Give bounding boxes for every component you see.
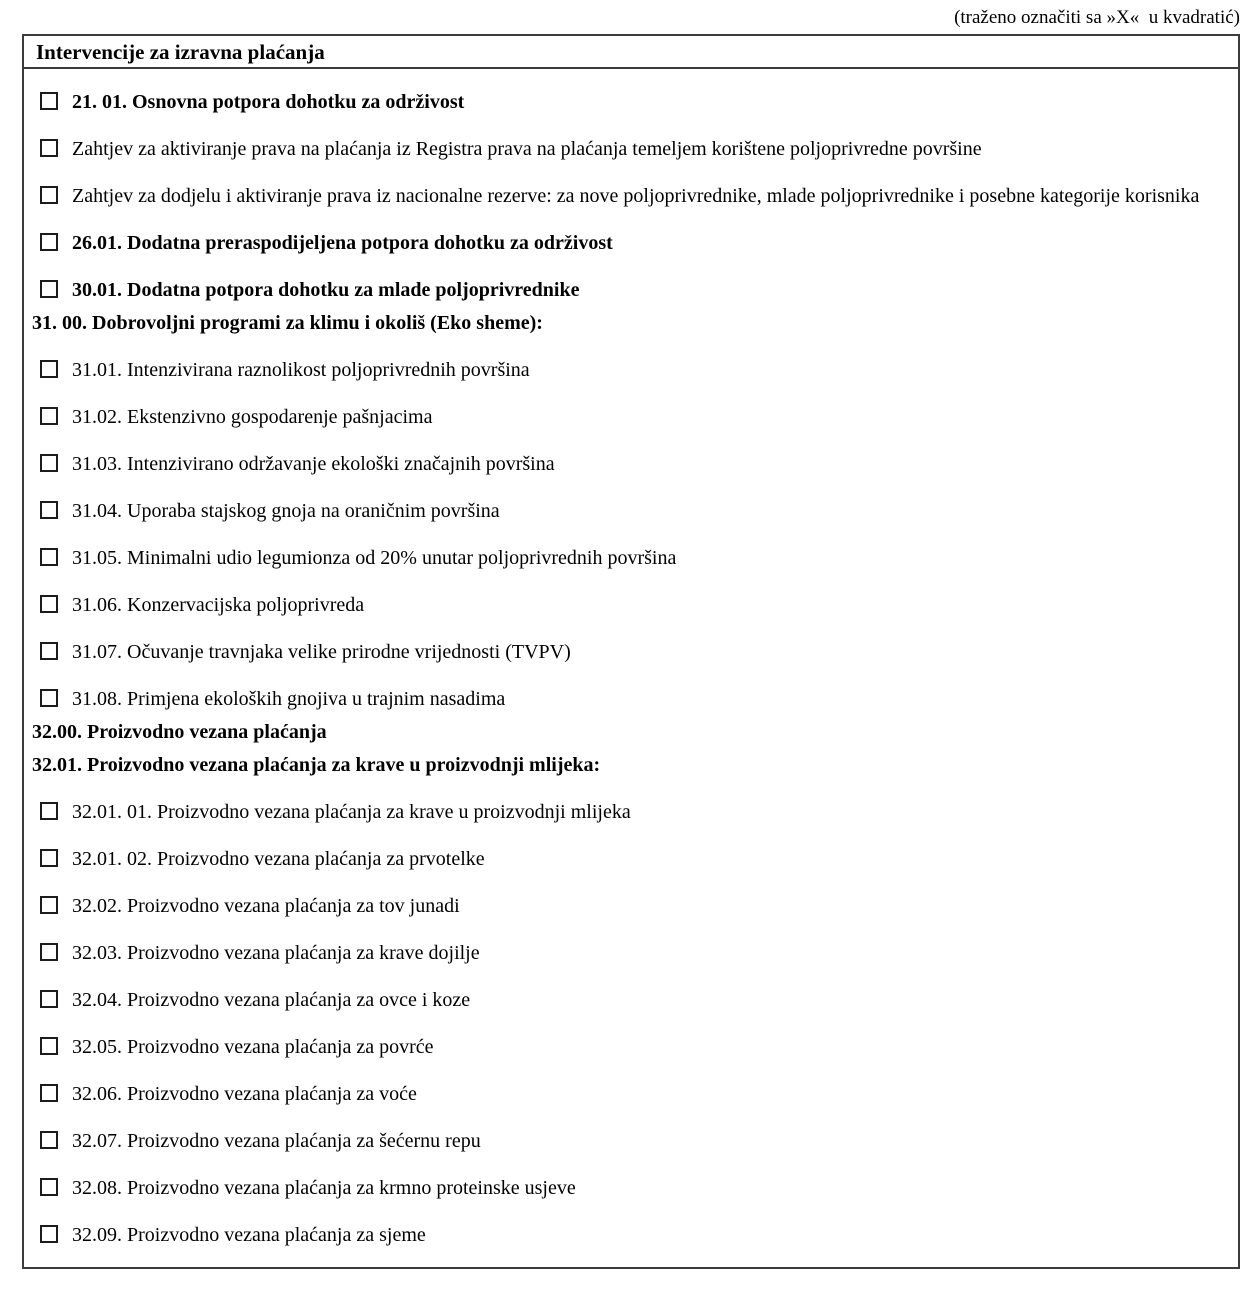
checkbox-item — [30, 275, 1226, 306]
checkbox[interactable] — [40, 280, 58, 298]
checkbox-item — [30, 1220, 1226, 1251]
checkbox[interactable] — [40, 360, 58, 378]
checkbox-item — [30, 1032, 1226, 1063]
checkbox[interactable] — [40, 849, 58, 867]
checkbox-item — [30, 1126, 1226, 1157]
section-heading-label: 32.00. Proizvodno vezana plaćanja — [32, 721, 327, 743]
checkbox-item — [30, 496, 1226, 527]
item-label: 32.06. Proizvodno vezana plaćanja za voće — [72, 1083, 417, 1105]
checkbox[interactable] — [40, 642, 58, 660]
item-label: Zahtjev za dodjelu i aktiviranje prava iz nacionalne rezerve: za nove poljoprivrednike, mlade poljoprivrednike i posebne kategorije korisnika — [72, 185, 1200, 207]
checkbox[interactable] — [40, 139, 58, 157]
item-label: 26.01. Dodatna preraspodijeljena potpora dohotku za održivost — [72, 232, 613, 254]
item-label: 30.01. Dodatna potpora dohotku za mlade poljoprivrednike — [72, 279, 580, 301]
item-label: 32.05. Proizvodno vezana plaćanja za povrće — [72, 1036, 434, 1058]
item-label: 31.05. Minimalni udio legumionza od 20% unutar poljoprivrednih površina — [72, 547, 677, 569]
item-label: 31.06. Konzervacijska poljoprivreda — [72, 594, 365, 616]
form-title: Intervencije za izravna plaćanja — [24, 36, 1238, 69]
checkbox[interactable] — [40, 1131, 58, 1149]
item-label: 32.08. Proizvodno vezana plaćanja za krmno proteinske usjeve — [72, 1177, 576, 1199]
item-label: 32.02. Proizvodno vezana plaćanja za tov junadi — [72, 895, 460, 917]
item-label: Zahtjev za aktiviranje prava na plaćanja iz Registra prava na plaćanja temeljem korištene poljoprivredne površine — [72, 138, 982, 160]
checkbox-item — [30, 938, 1226, 969]
item-label: 31.07. Očuvanje travnjaka velike prirodne vrijednosti (TVPV) — [72, 641, 571, 663]
item-label: 21. 01. Osnovna potpora dohotku za održivost — [72, 91, 465, 113]
checkbox-item — [30, 181, 1226, 212]
checkbox[interactable] — [40, 943, 58, 961]
checkbox[interactable] — [40, 1084, 58, 1102]
checkbox[interactable] — [40, 407, 58, 425]
checkbox-item — [30, 637, 1226, 668]
item-label: 31.01. Intenzivirana raznolikost poljoprivrednih površina — [72, 359, 530, 381]
item-label: 32.01. 01. Proizvodno vezana plaćanja za krave u proizvodnji mlijeka — [72, 801, 631, 823]
checkbox-item — [30, 844, 1226, 875]
checkbox-item — [30, 891, 1226, 922]
checkbox[interactable] — [40, 548, 58, 566]
item-label: 31.04. Uporaba stajskog gnoja na oraničnim površina — [72, 500, 500, 522]
item-label: 31.02. Ekstenzivno gospodarenje pašnjacima — [72, 406, 433, 428]
item-label: 31.03. Intenzivirano održavanje ekološki značajnih površina — [72, 453, 555, 475]
corner-note: (traženo označiti sa »X« u kvadratić) — [954, 7, 1240, 28]
section-heading — [30, 717, 1226, 748]
checkbox-item — [30, 1079, 1226, 1110]
checkbox[interactable] — [40, 1178, 58, 1196]
section-heading — [30, 750, 1226, 781]
checkbox[interactable] — [40, 92, 58, 110]
checkbox-item — [30, 543, 1226, 574]
checkbox[interactable] — [40, 1225, 58, 1243]
checkbox-item — [30, 684, 1226, 715]
checkbox[interactable] — [40, 689, 58, 707]
checkbox-item — [30, 449, 1226, 480]
checkbox[interactable] — [40, 233, 58, 251]
item-label: 32.04. Proizvodno vezana plaćanja za ovce i koze — [72, 989, 471, 1011]
interventions-item-list — [24, 69, 1238, 1267]
section-heading-label: 32.01. Proizvodno vezana plaćanja za krave u proizvodnji mlijeka: — [32, 754, 601, 776]
checkbox-item — [30, 134, 1226, 165]
checkbox-item — [30, 87, 1226, 118]
checkbox[interactable] — [40, 896, 58, 914]
checkbox-item — [30, 228, 1226, 259]
section-heading — [30, 308, 1226, 339]
checkbox[interactable] — [40, 501, 58, 519]
checkbox[interactable] — [40, 186, 58, 204]
item-label: 32.03. Proizvodno vezana plaćanja za krave dojilje — [72, 942, 480, 964]
checkbox-item — [30, 402, 1226, 433]
checkbox[interactable] — [40, 454, 58, 472]
section-heading-label: 31. 00. Dobrovoljni programi za klimu i okoliš (Eko sheme): — [32, 312, 543, 334]
item-label: 32.07. Proizvodno vezana plaćanja za šećernu repu — [72, 1130, 481, 1152]
checkbox-item — [30, 590, 1226, 621]
checkbox[interactable] — [40, 1037, 58, 1055]
item-label: 31.08. Primjena ekoloških gnojiva u trajnim nasadima — [72, 688, 506, 710]
checkbox-item — [30, 355, 1226, 386]
checkbox-item — [30, 1173, 1226, 1204]
checkbox[interactable] — [40, 990, 58, 1008]
checkbox-item — [30, 797, 1226, 828]
checkbox[interactable] — [40, 595, 58, 613]
item-label: 32.09. Proizvodno vezana plaćanja za sjeme — [72, 1224, 426, 1246]
checkbox-item — [30, 985, 1226, 1016]
item-label: 32.01. 02. Proizvodno vezana plaćanja za prvotelke — [72, 848, 485, 870]
checkbox[interactable] — [40, 802, 58, 820]
interventions-form-box — [22, 34, 1240, 1269]
